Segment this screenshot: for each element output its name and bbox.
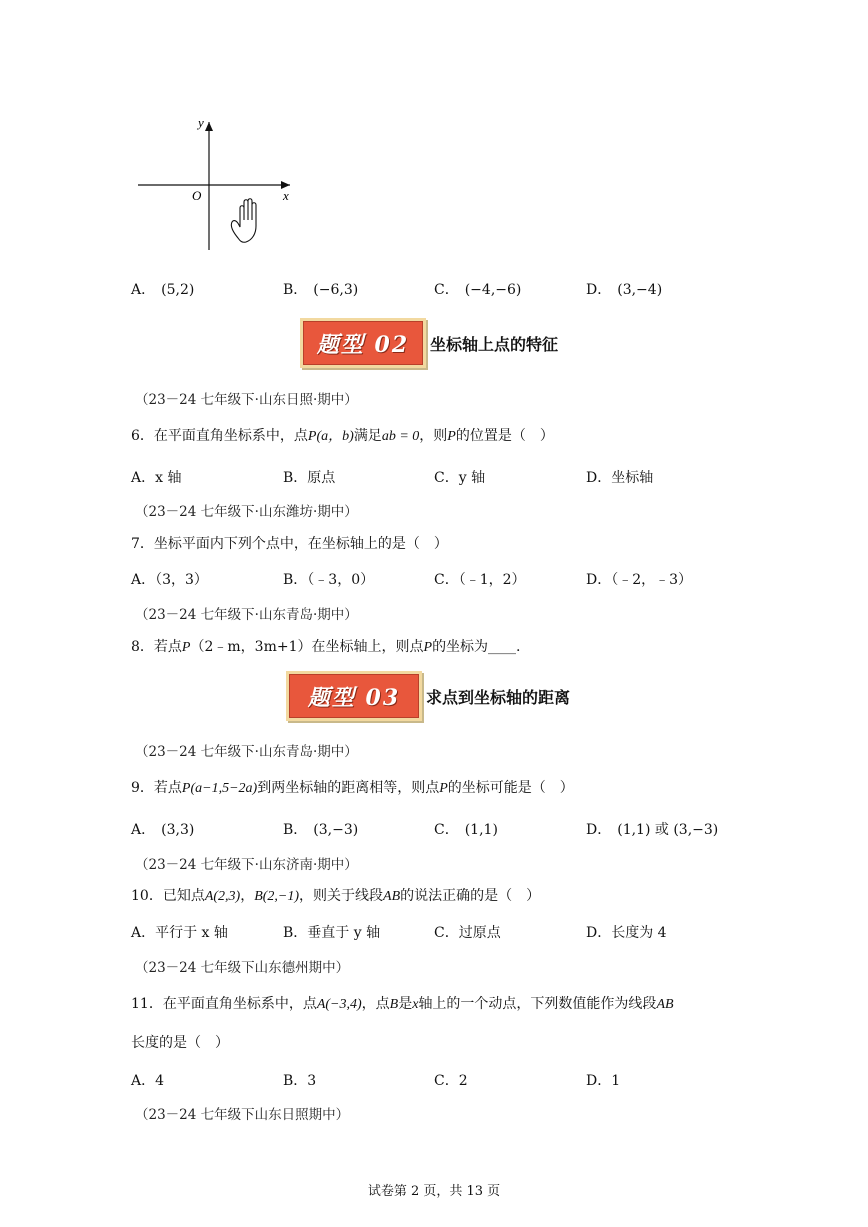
q6-option-c[interactable]: C．y 轴 [434,470,486,486]
q9-stem: 9．若点P(a−1,5−2a)到两坐标轴的距离相等，则点P的坐标可能是（ ） [131,780,574,796]
q8-stem: 8．若点P（2﹣m，3m+1）在坐标轴上，则点P的坐标为____. [131,639,521,655]
q8-source: （23－24 七年级下·山东青岛·期中） [135,607,358,623]
section-badge-03: 题型 03 [286,671,422,721]
y-axis-arrow [205,122,213,131]
y-axis-label: y [198,115,204,130]
origin-label: O [192,188,202,203]
q10-source: （23－24 七年级下·山东济南·期中） [135,857,358,873]
coordinate-figure [130,112,300,257]
section-banner-02 [300,318,558,368]
q9-option-b[interactable]: B． (3,−3) [283,822,359,838]
q5-option-c[interactable]: C． (−4,−6) [434,282,522,298]
q6-option-a[interactable]: A．x 轴 [131,470,182,486]
q5-option-d[interactable]: D． (3,−4) [586,282,663,298]
q7-option-c[interactable]: C．（﹣1，2） [434,572,526,588]
q9-option-d[interactable]: D． (1,1) 或 (3,−3) [586,822,719,838]
q7-stem: 7．坐标平面内下列个点中，在坐标轴上的是（ ） [131,536,448,552]
q6-source: （23－24 七年级下·山东日照·期中） [135,392,358,408]
section-banner-03 [286,671,570,721]
q6-option-d[interactable]: D．坐标轴 [586,470,654,486]
q11-option-d[interactable]: D．1 [586,1073,621,1089]
q11-option-a[interactable]: A．4 [131,1073,165,1089]
x-axis-label: x [283,188,289,203]
q7-option-b[interactable]: B．（﹣3，0） [283,572,375,588]
q7-option-a[interactable]: A．（3，3） [131,572,208,588]
hand-icon [231,199,256,243]
page-footer: 试卷第 2 页，共 13 页 [367,1184,501,1199]
q9-option-a[interactable]: A． (3,3) [131,822,195,838]
q7-option-d[interactable]: D．（﹣2，﹣3） [586,572,693,588]
q6-stem: 6．在平面直角坐标系中，点P(a，b)满足ab = 0，则P的位置是（ ） [131,428,554,444]
q6-option-b[interactable]: B．原点 [283,470,336,486]
q10-option-a[interactable]: A．平行于 x 轴 [131,925,228,941]
section-title-02: 坐标轴上点的特征 [430,334,559,354]
q11-option-c[interactable]: C．2 [434,1073,468,1089]
q9-option-c[interactable]: C． (1,1) [434,822,498,838]
q11-option-b[interactable]: B．3 [283,1073,317,1089]
q12-source: （23－24 七年级下山东日照期中） [135,1107,350,1123]
section-badge-02: 题型 02 [300,318,426,368]
q5-option-b[interactable]: B． (−6,3) [283,282,359,298]
q9-source: （23－24 七年级下·山东青岛·期中） [135,744,358,760]
q11-source: （23－24 七年级下山东德州期中） [135,960,350,976]
q10-option-c[interactable]: C．过原点 [434,925,501,941]
q5-option-a[interactable]: A． (5,2) [131,282,195,298]
q10-option-b[interactable]: B．垂直于 y 轴 [283,925,381,941]
section-title-03: 求点到坐标轴的距离 [426,687,571,707]
q10-option-d[interactable]: D．长度为 4 [586,925,667,941]
q10-stem: 10．已知点A(2,3)，B(2,−1)，则关于线段AB的说法正确的是（ ） [131,888,541,904]
q11-stem-line2: 长度的是（ ） [131,1035,229,1051]
q11-stem: 11．在平面直角坐标系中，点A(−3,4)，点B是x轴上的一个动点，下列数值能作为线段AB [131,996,674,1012]
q7-source: （23－24 七年级下·山东潍坊·期中） [135,504,358,520]
